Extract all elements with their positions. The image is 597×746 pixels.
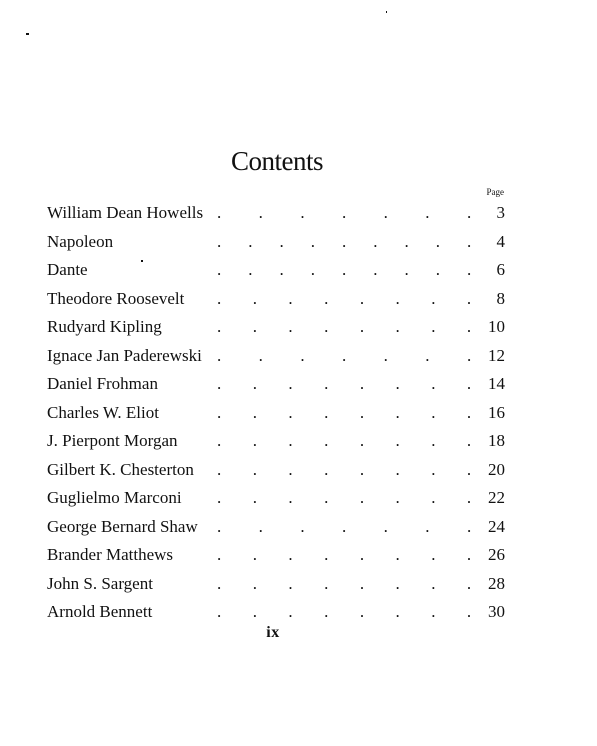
- dot-leader: . . . . . . . .: [217, 488, 471, 507]
- toc-entry[interactable]: [47, 285, 505, 314]
- toc-entry-page: 24: [488, 516, 505, 536]
- toc-entry-title: Brander Matthews: [47, 541, 175, 570]
- toc-entry-page: 4: [496, 231, 505, 251]
- page-number: ix: [266, 624, 280, 641]
- toc-entry-title: Guglielmo Marconi: [47, 484, 184, 513]
- toc-entry-title: J. Pierpont Morgan: [47, 427, 180, 456]
- scan-speck: [26, 33, 29, 35]
- toc-entry-page: 30: [488, 602, 505, 621]
- toc-entry-title: Daniel Frohman: [47, 370, 160, 399]
- toc-entry-title: Charles W. Eliot: [47, 399, 161, 428]
- dot-leader: . . . . . . . .: [217, 374, 471, 393]
- dot-leader: . . . . . . .: [217, 516, 471, 536]
- toc-entry-page: 28: [488, 573, 505, 593]
- toc-entry[interactable]: [47, 541, 505, 570]
- toc-entry[interactable]: [47, 456, 505, 485]
- toc-entry-title: William Dean Howells: [47, 199, 205, 228]
- toc-entry-page: 16: [488, 402, 505, 422]
- toc-entry[interactable]: [47, 513, 505, 542]
- toc-entry-title: Dante: [47, 256, 90, 285]
- dot-leader: . . . . . . . .: [217, 545, 471, 564]
- dot-leader: . . . . . . .: [217, 345, 471, 365]
- toc-entry-title: Napoleon: [47, 228, 115, 257]
- toc-entry-page: 8: [496, 288, 505, 308]
- toc-entry-page: 3: [496, 203, 505, 222]
- toc-entry[interactable]: [47, 399, 505, 428]
- dot-leader: . . . . . . . .: [217, 602, 471, 621]
- toc-entry[interactable]: [47, 342, 505, 371]
- toc-entry[interactable]: [47, 598, 505, 627]
- page-title: Contents: [230, 146, 323, 176]
- dot-leader: . . . . . . . .: [217, 317, 471, 336]
- page-column-label: Page: [486, 187, 504, 197]
- toc-entry[interactable]: [47, 484, 505, 513]
- dot-leader: . . . . . . . .: [217, 431, 471, 450]
- toc-entry-page: 22: [488, 488, 505, 507]
- toc-entry-title: John S. Sargent: [47, 570, 155, 599]
- toc-entry[interactable]: [47, 370, 505, 399]
- toc-entry[interactable]: [47, 570, 505, 599]
- toc-entry-page: 18: [488, 431, 505, 450]
- dot-leader: . . . . . . . .: [217, 573, 471, 593]
- toc-entry-page: 12: [488, 345, 505, 365]
- toc-entry-title: Arnold Bennett: [47, 598, 154, 627]
- toc-entry-page: 20: [488, 459, 505, 479]
- dot-leader: . . . . . . . . .: [217, 231, 471, 251]
- toc-entry-page: 26: [488, 545, 505, 564]
- toc-entry[interactable]: [47, 313, 505, 342]
- toc-entry-page: 10: [488, 317, 505, 336]
- dot-leader: . . . . . . . .: [217, 402, 471, 422]
- table-of-contents: [47, 199, 505, 627]
- toc-entry-title: Theodore Roosevelt: [47, 285, 186, 314]
- toc-entry[interactable]: [47, 427, 505, 456]
- toc-entry-page: 14: [488, 374, 505, 393]
- toc-entry-title: Ignace Jan Paderewski: [47, 342, 204, 371]
- toc-entry-title: Rudyard Kipling: [47, 313, 164, 342]
- toc-entry[interactable]: [47, 256, 505, 285]
- toc-entry[interactable]: [47, 228, 505, 257]
- scan-speck: [386, 11, 387, 13]
- toc-entry-title: George Bernard Shaw: [47, 513, 200, 542]
- toc-entry-title: Gilbert K. Chesterton: [47, 456, 196, 485]
- dot-leader: . . . . . . .: [217, 203, 471, 222]
- dot-leader: . . . . . . . .: [217, 459, 471, 479]
- dot-leader: . . . . . . . . .: [217, 260, 471, 279]
- toc-entry[interactable]: [47, 199, 505, 228]
- dot-leader: . . . . . . . .: [217, 288, 471, 308]
- toc-entry-page: 6: [496, 260, 505, 279]
